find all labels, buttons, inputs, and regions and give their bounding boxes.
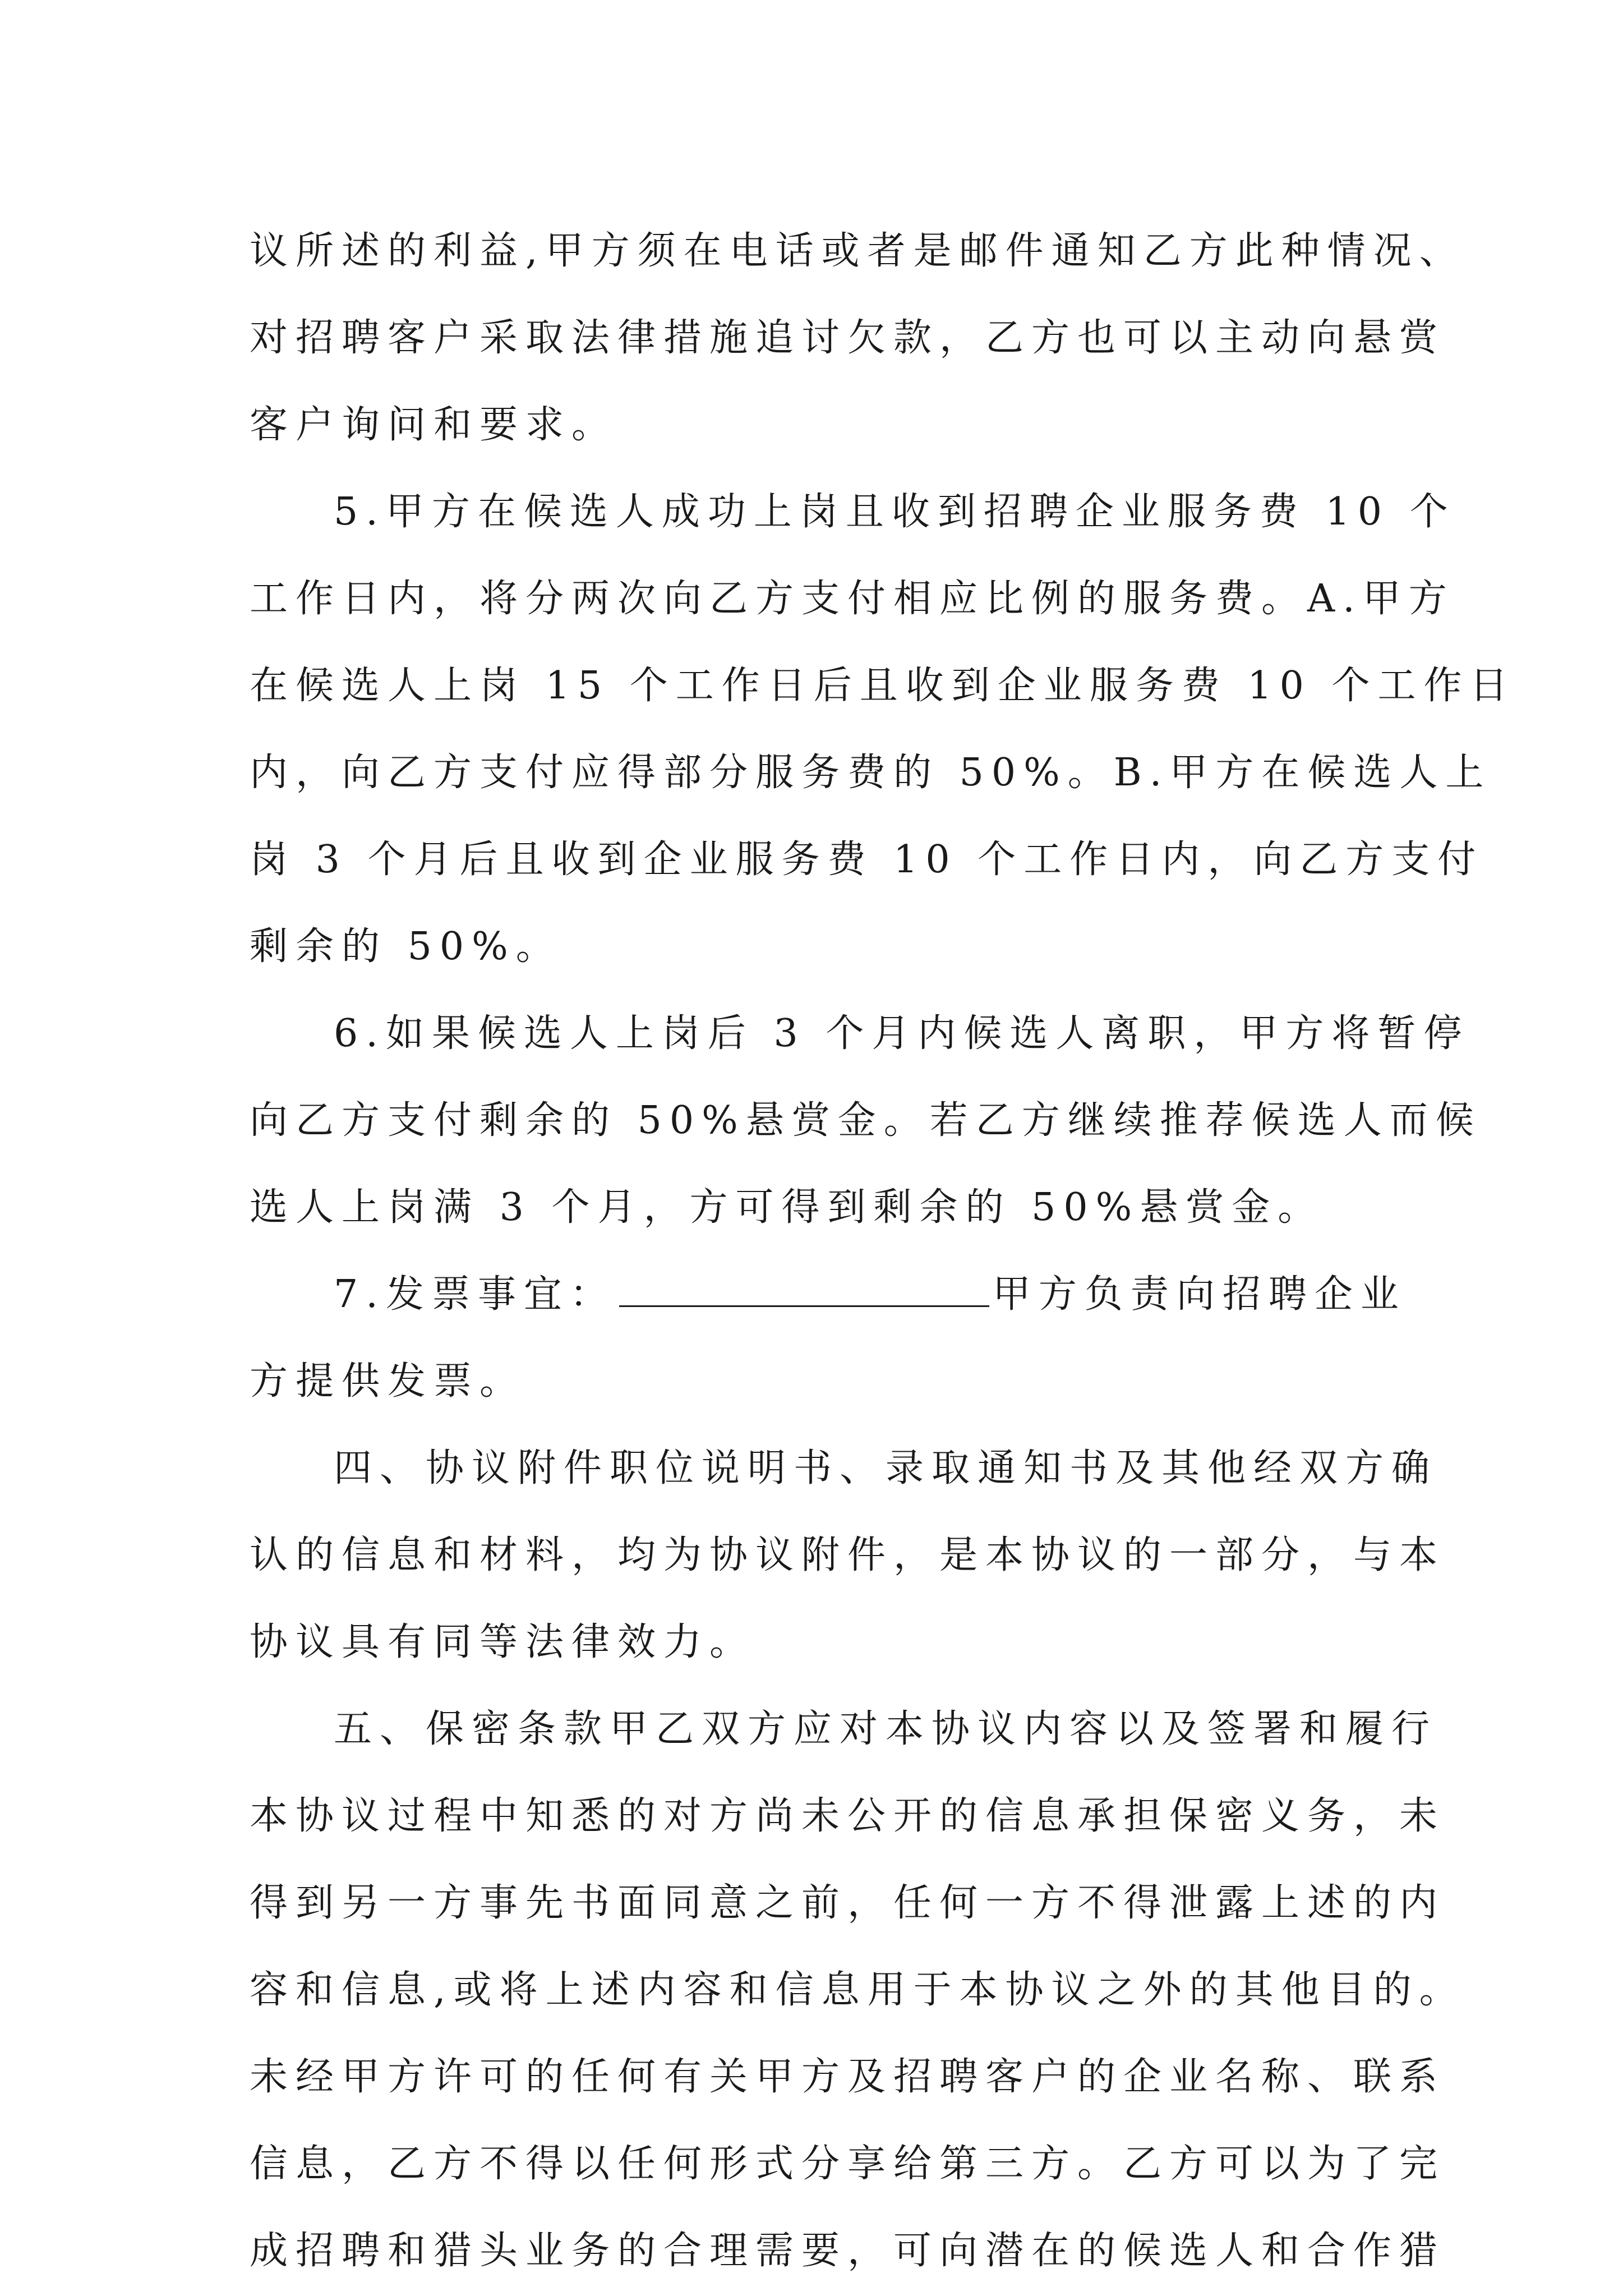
invoice-label: 7.发票事宜： (334, 1272, 616, 1317)
invoice-text: 甲方负责向招聘企业 (992, 1272, 1407, 1317)
text-line: 向乙方支付剩余的 50%悬赏金。若乙方继续推荐候选人而候 (250, 1098, 1482, 1143)
text-line: 岗 3 个月后且收到企业服务费 10 个工作日内，向乙方支付 (250, 838, 1484, 882)
text-line: 内，向乙方支付应得部分服务费的 50%。B.甲方在候选人上 (250, 751, 1492, 795)
text-line: 协议具有同等法律效力。 (250, 1620, 756, 1664)
text-line: 信息，乙方不得以任何形式分享给第三方。乙方可以为了完 (250, 2142, 1446, 2186)
text-line: 得到另一方事先书面同意之前，任何一方不得泄露上述的内 (250, 1881, 1446, 1925)
text-line: 认的信息和材料，均为协议附件，是本协议的一部分，与本 (250, 1533, 1446, 1577)
text-line: 剩余的 50%。 (250, 924, 562, 969)
document-body (250, 208, 1516, 2294)
text-line: 本协议过程中知悉的对方尚未公开的信息承担保密义务，未 (250, 1794, 1446, 1838)
text-line: 客户询问和要求。 (250, 403, 618, 447)
text-line: 未经甲方许可的任何有关甲方及招聘客户的企业名称、联系 (250, 2055, 1446, 2099)
invoice-blank-field[interactable] (619, 1272, 989, 1307)
text-line: 容和信息,或将上述内容和信息用于本协议之外的其他目的。 (250, 1968, 1465, 2012)
clause-6-line: 6.如果候选人上岗后 3 个月内候选人离职，甲方将暂停 (334, 1011, 1470, 1056)
section-4-line: 四、协议附件职位说明书、录取通知书及其他经双方确 (334, 1446, 1438, 1490)
clause-5-line: 5.甲方在候选人成功上岗且收到招聘企业服务费 10 个 (334, 490, 1456, 534)
text-line: 方提供发票。 (250, 1359, 526, 1404)
text-line: 工作日内，将分两次向乙方支付相应比例的服务费。A.甲方 (250, 577, 1455, 621)
text-line: 在候选人上岗 15 个工作日后且收到企业服务费 10 个工作日 (250, 664, 1516, 708)
clause-7-line (250, 1251, 1407, 1338)
section-5-line: 五、保密条款甲乙双方应对本协议内容以及签署和履行 (334, 1707, 1438, 1751)
text-line: 选人上岗满 3 个月，方可得到剩余的 50%悬赏金。 (250, 1185, 1324, 1230)
text-line: 成招聘和猎头业务的合理需要，可向潜在的候选人和合作猎 (250, 2229, 1446, 2273)
text-line: 议所述的利益,甲方须在电话或者是邮件通知乙方此种情况、 (250, 229, 1465, 273)
text-line: 对招聘客户采取法律措施追讨欠款，乙方也可以主动向悬赏 (250, 316, 1446, 360)
